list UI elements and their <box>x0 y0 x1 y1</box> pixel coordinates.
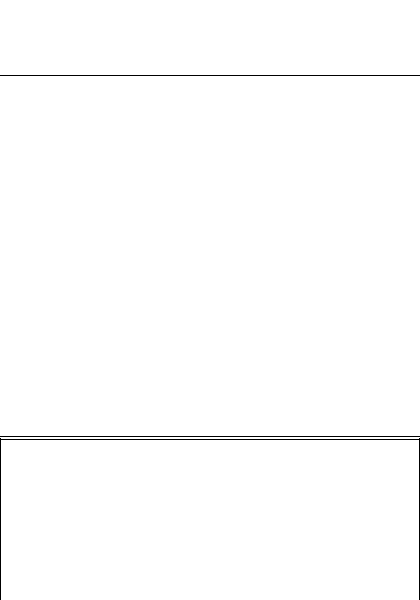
divider <box>0 436 420 437</box>
notice-border-left <box>0 438 1 600</box>
divider <box>0 439 420 440</box>
notice-header <box>0 392 420 438</box>
divider <box>0 75 420 76</box>
